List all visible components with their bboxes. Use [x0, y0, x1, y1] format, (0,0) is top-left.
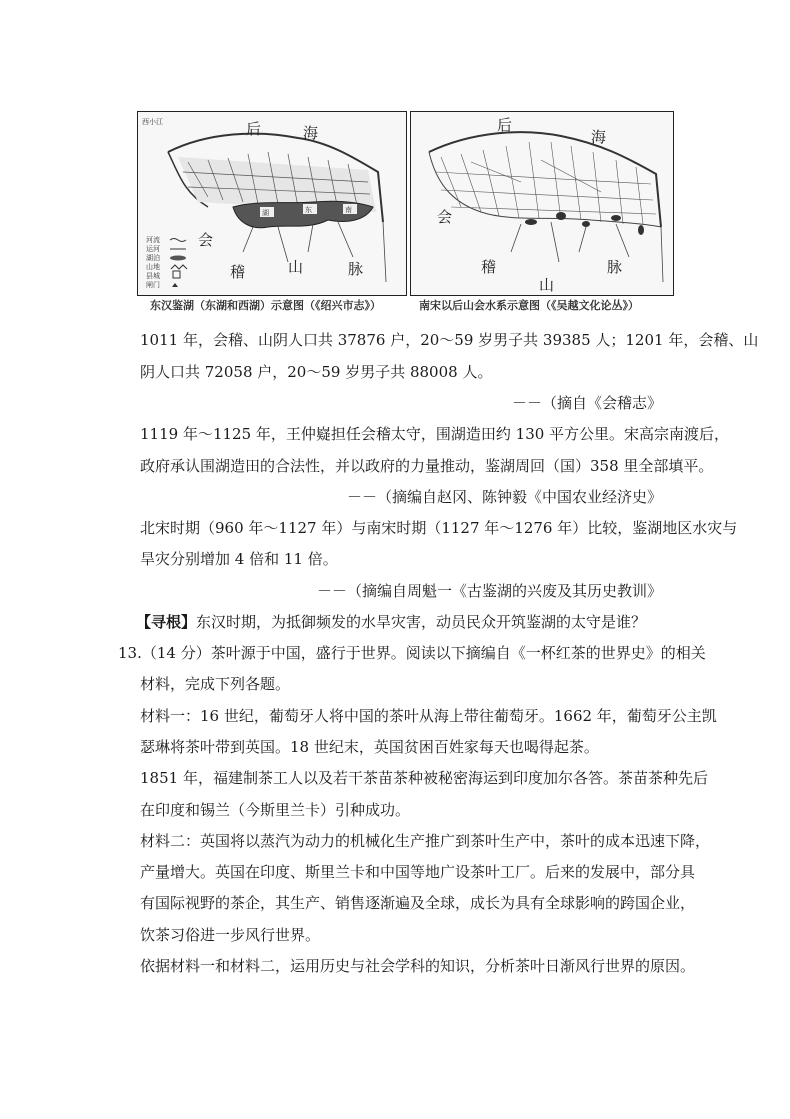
legend-county: 县城 — [146, 272, 160, 280]
label-hui: 会 — [198, 231, 214, 249]
source-2: －－（摘编自赵冈、陈钟毅《中国农业经济史》 — [346, 488, 662, 506]
material1b-line2: 在印度和锡兰（今斯里兰卡）引种成功。 — [140, 801, 411, 819]
material2-line3: 有国际视野的茶企，其生产、销售逐渐遍及全球，成长为具有全球影响的跨国企业， — [140, 894, 696, 912]
para2-line1: 1119 年～1125 年，王仲嶷担任会稽太守，围湖造田约 130 平方公里。宋高宗南渡后， — [140, 425, 730, 443]
material1-line2: 瑟琳将茶叶带到英国。18 世纪末，英国贫困百姓家每天也喝得起茶。 — [140, 738, 599, 756]
legend-county-symbol — [173, 271, 180, 278]
legend-mountain: 山地 — [146, 263, 160, 271]
lake-east-label: 东 — [305, 206, 312, 214]
legend-river: 河流 — [146, 236, 160, 244]
source-3: －－（摘编自周魁一《古鉴湖的兴废及其历史教训》 — [316, 582, 662, 600]
label-ji: 稽 — [230, 263, 246, 281]
right-label-mai: 脉 — [607, 258, 623, 276]
q13-line2: 材料，完成下列各题。 — [140, 675, 291, 693]
dense-river-network — [436, 142, 656, 224]
southern-boundary — [429, 152, 661, 227]
source-1: －－（摘自《会稽志》 — [511, 394, 662, 412]
task-prompt: 依据材料一和材料二，运用历史与社会学科的知识，分析茶叶日渐风行世界的原因。 — [140, 957, 696, 975]
lake-west-label: 湖 — [262, 209, 269, 217]
right-label-hai: 海 — [591, 128, 607, 146]
para2-line2: 政府承认围湖造田的合法性，并以政府的力量推动，鉴湖周回（国）358 里全部填平。 — [140, 457, 714, 475]
right-label-ji: 稽 — [481, 258, 497, 276]
legend-lake: 湖泊 — [146, 254, 160, 262]
material2-line1: 材料二：英国将以蒸汽为动力的机械化生产推广到茶叶生产中，茶叶的成本迅速下降， — [140, 832, 711, 850]
legend-mountain-symbol — [171, 265, 187, 269]
para3-line2: 旱灾分别增加 4 倍和 11 倍。 — [140, 550, 338, 568]
legend-gate: 闸门 — [146, 281, 160, 289]
right-label-shan: 山 — [539, 276, 555, 294]
legend-lake-symbol — [170, 256, 186, 261]
legend-river-symbol — [170, 239, 186, 242]
label-shan: 山 — [288, 258, 304, 276]
material2-line2: 产量增大。英国在印度、斯里兰卡和中国等地广设茶叶工厂。后来的发展中，部分具 — [140, 863, 696, 881]
right-label-hui: 会 — [437, 208, 453, 226]
map-east-han-jianhu — [137, 111, 407, 296]
map-left-caption: 东汉鉴湖（东湖和西湖）示意图（《绍兴市志》） — [150, 299, 381, 312]
map-east-han-jianhu-drawing — [138, 112, 406, 295]
map-right-caption: 南宋以后山会水系示意图（《吴越文化论丛》） — [419, 299, 639, 312]
legend-gate-symbol — [172, 283, 178, 287]
para1-line1: 1011 年，会稽、山阴人口共 37876 户，20～59 岁男子共 39385 人；1201 年，会稽、山 — [140, 331, 759, 349]
mountain-streams — [243, 222, 386, 282]
legend-canal: 运河 — [146, 245, 160, 253]
material2-line4: 饮茶习俗进一步风行世界。 — [140, 926, 321, 944]
xungen-tag: 【寻根】 — [136, 613, 197, 631]
right-label-hou: 后 — [497, 116, 513, 134]
xungen-question — [136, 612, 646, 632]
label-mai: 脉 — [348, 260, 364, 278]
map-legend — [146, 235, 187, 289]
lake-south-label: 南 — [345, 206, 352, 214]
q13-line1: 13.（14 分）茶叶源于中国，盛行于世界。阅读以下摘编自《一杯红茶的世界史》的相关 — [118, 644, 706, 662]
material1b-line1: 1851 年，福建制茶工人以及若干茶苗茶种被秘密海运到印度加尔各答。茶苗茶种先后 — [140, 769, 708, 787]
map-south-song-drawing — [411, 112, 673, 295]
para3-line1: 北宋时期（960 年～1127 年）与南宋时期（1127 年～1276 年）比较，鉴湖地区水灾与 — [140, 519, 738, 537]
xungen-text: 东汉时期，为抵御频发的水旱灾害，动员民众开筑鉴湖的太守是谁？ — [196, 613, 647, 631]
label-hai: 海 — [303, 124, 319, 142]
map-south-song-water-system — [410, 111, 674, 296]
label-hou: 后 — [246, 120, 262, 138]
para1-line2: 阴人口共 72058 户，20～59 岁男子共 88008 人。 — [140, 363, 493, 381]
material1-line1: 材料一：16 世纪，葡萄牙人将中国的茶叶从海上带往葡萄牙。1662 年，葡萄牙公主凯 — [140, 707, 717, 725]
label-xixiaojiang: 西小江 — [142, 118, 163, 126]
